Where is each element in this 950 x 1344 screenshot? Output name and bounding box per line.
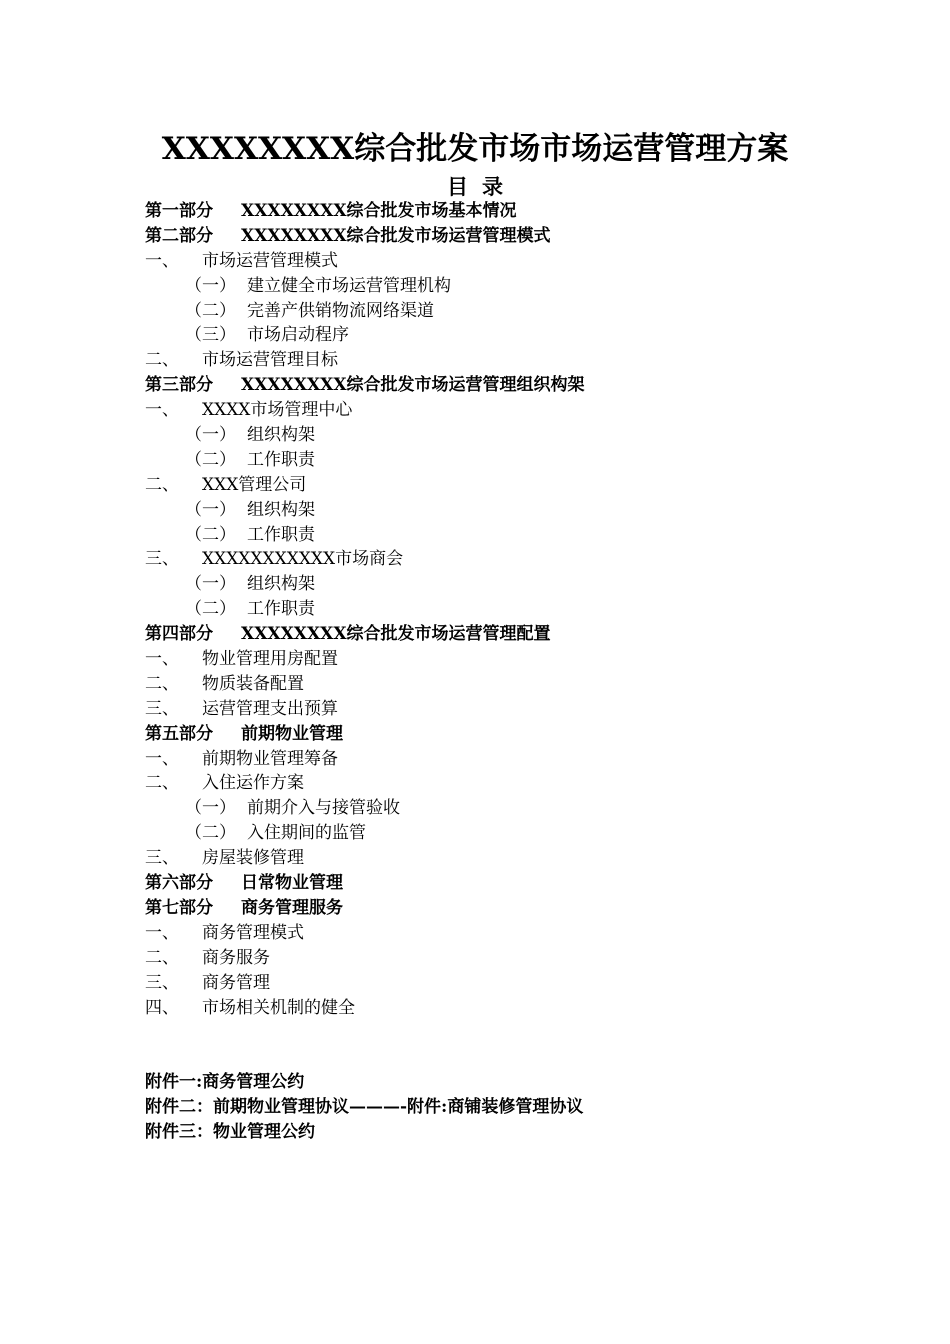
toc-entry-part bbox=[145, 199, 865, 224]
toc-entry-text: 组织构架 bbox=[247, 574, 315, 595]
toc-entry-text: 前期介入与接管验收 bbox=[247, 798, 400, 819]
toc-entry-number: （一） bbox=[185, 275, 236, 296]
toc-entry-number: 第二部分 bbox=[145, 225, 213, 246]
toc-entry-text: 工作职责 bbox=[247, 524, 315, 545]
toc-entry-number: （二） bbox=[185, 449, 236, 470]
table-of-contents bbox=[145, 199, 865, 1020]
toc-entry-number: 第三部分 bbox=[145, 375, 213, 396]
toc-entry-sub bbox=[145, 299, 865, 324]
toc-entry-number: 三、 bbox=[145, 972, 179, 993]
toc-entry-text: 市场运营管理目标 bbox=[202, 350, 338, 371]
toc-entry-number: 第五部分 bbox=[145, 723, 213, 744]
toc-entry-sec bbox=[145, 921, 865, 946]
toc-entry-text: 组织构架 bbox=[247, 499, 315, 520]
toc-entry-text: XXXXXXXX综合批发市场运营管理配置 bbox=[241, 624, 551, 645]
toc-entry-text: 日常物业管理 bbox=[241, 873, 343, 894]
toc-entry-number: （一） bbox=[185, 574, 236, 595]
toc-entry-number: （二） bbox=[185, 599, 236, 620]
toc-entry-number: 二、 bbox=[145, 474, 179, 495]
toc-entry-sec bbox=[145, 473, 865, 498]
toc-entry-number: （一） bbox=[185, 425, 236, 446]
toc-entry-part bbox=[145, 373, 865, 398]
toc-entry-number: 三、 bbox=[145, 549, 179, 570]
toc-entry-number: 一、 bbox=[145, 748, 179, 769]
toc-entry-sub bbox=[145, 448, 865, 473]
toc-entry-text: 入住运作方案 bbox=[202, 773, 304, 794]
toc-entry-number: 二、 bbox=[145, 773, 179, 794]
toc-entry-text: 市场相关机制的健全 bbox=[202, 997, 355, 1018]
toc-entry-text: 物业管理用房配置 bbox=[202, 649, 338, 670]
toc-entry-sec bbox=[145, 771, 865, 796]
toc-entry-part bbox=[145, 896, 865, 921]
toc-entry-number: 二、 bbox=[145, 350, 179, 371]
appendix-item: 附件一:商务管理公约 bbox=[145, 1072, 305, 1092]
toc-entry-text: XXXXXXXX综合批发市场运营管理组织构架 bbox=[241, 375, 585, 396]
toc-entry-part bbox=[145, 622, 865, 647]
toc-entry-sec bbox=[145, 348, 865, 373]
toc-entry-part bbox=[145, 224, 865, 249]
toc-entry-sub bbox=[145, 821, 865, 846]
toc-entry-text: 物质装备配置 bbox=[202, 673, 304, 694]
appendix-list bbox=[145, 1070, 865, 1145]
appendix-item: 附件三：物业管理公约 bbox=[145, 1122, 315, 1142]
toc-entry-text: 入住期间的监管 bbox=[247, 823, 366, 844]
toc-entry-number: 第四部分 bbox=[145, 624, 213, 645]
toc-entry-sec bbox=[145, 996, 865, 1021]
document-title: XXXXXXXX综合批发市场市场运营管理方案 bbox=[161, 131, 789, 167]
toc-entry-text: XXXXXXXXXXX市场商会 bbox=[202, 549, 404, 570]
toc-entry-sub bbox=[145, 572, 865, 597]
toc-entry-number: 一、 bbox=[145, 922, 179, 943]
toc-entry-text: XXXXXXXX综合批发市场基本情况 bbox=[241, 201, 517, 221]
toc-entry-text: XXXXXXXX综合批发市场运营管理模式 bbox=[241, 225, 551, 246]
toc-entry-number: （二） bbox=[185, 524, 236, 545]
toc-entry-sec bbox=[145, 747, 865, 772]
toc-entry-text: XXX管理公司 bbox=[202, 474, 307, 495]
toc-entry-text: XXXX市场管理中心 bbox=[202, 400, 353, 421]
toc-entry-number: 一、 bbox=[145, 250, 179, 271]
toc-entry-number: （一） bbox=[185, 798, 236, 819]
toc-entry-text: 市场运营管理模式 bbox=[202, 250, 338, 271]
toc-entry-number: 三、 bbox=[145, 848, 179, 869]
toc-entry-part bbox=[145, 722, 865, 747]
toc-entry-text: 市场启动程序 bbox=[247, 325, 349, 346]
toc-entry-sec bbox=[145, 249, 865, 274]
toc-entry-sec bbox=[145, 547, 865, 572]
toc-entry-text: 完善产供销物流网络渠道 bbox=[247, 300, 434, 321]
toc-entry-text: 商务管理服务 bbox=[241, 897, 343, 918]
toc-entry-text: 房屋装修管理 bbox=[202, 848, 304, 869]
toc-entry-number: （二） bbox=[185, 300, 236, 321]
toc-entry-number: 第七部分 bbox=[145, 897, 213, 918]
toc-entry-number: 一、 bbox=[145, 400, 179, 421]
toc-entry-sub bbox=[145, 523, 865, 548]
toc-entry-text: 商务管理 bbox=[202, 972, 270, 993]
toc-entry-sec bbox=[145, 672, 865, 697]
toc-entry-sub bbox=[145, 597, 865, 622]
toc-entry-sec bbox=[145, 846, 865, 871]
toc-entry-number: 二、 bbox=[145, 947, 179, 968]
toc-entry-sub bbox=[145, 274, 865, 299]
toc-entry-text: 工作职责 bbox=[247, 449, 315, 470]
toc-entry-text: 建立健全市场运营管理机构 bbox=[247, 275, 451, 296]
toc-entry-text: 前期物业管理筹备 bbox=[202, 748, 338, 769]
toc-entry-number: 三、 bbox=[145, 698, 179, 719]
toc-entry-sec bbox=[145, 647, 865, 672]
toc-entry-part bbox=[145, 871, 865, 896]
toc-entry-number: （一） bbox=[185, 499, 236, 520]
toc-entry-text: 商务服务 bbox=[202, 947, 270, 968]
toc-entry-sub bbox=[145, 498, 865, 523]
toc-entry-number: 二、 bbox=[145, 673, 179, 694]
toc-entry-sub bbox=[145, 796, 865, 821]
toc-entry-sec bbox=[145, 946, 865, 971]
toc-entry-text: 工作职责 bbox=[247, 599, 315, 620]
toc-entry-number: 第六部分 bbox=[145, 873, 213, 894]
toc-heading: 目录 bbox=[447, 174, 517, 199]
toc-entry-sub bbox=[145, 423, 865, 448]
toc-entry-sec bbox=[145, 697, 865, 722]
toc-entry-text: 前期物业管理 bbox=[241, 723, 343, 744]
toc-entry-sec bbox=[145, 398, 865, 423]
toc-entry-sec bbox=[145, 971, 865, 996]
appendix-item: 附件二：前期物业管理协议———-附件:商铺装修管理协议 bbox=[145, 1097, 584, 1117]
toc-entry-number: 四、 bbox=[145, 997, 179, 1018]
toc-entry-number: 第一部分 bbox=[145, 201, 213, 221]
toc-entry-number: 一、 bbox=[145, 649, 179, 670]
toc-entry-number: （二） bbox=[185, 823, 236, 844]
toc-entry-number: （三） bbox=[185, 325, 236, 346]
toc-entry-sub bbox=[145, 323, 865, 348]
toc-entry-text: 组织构架 bbox=[247, 425, 315, 446]
toc-entry-text: 运营管理支出预算 bbox=[202, 698, 338, 719]
toc-entry-text: 商务管理模式 bbox=[202, 922, 304, 943]
